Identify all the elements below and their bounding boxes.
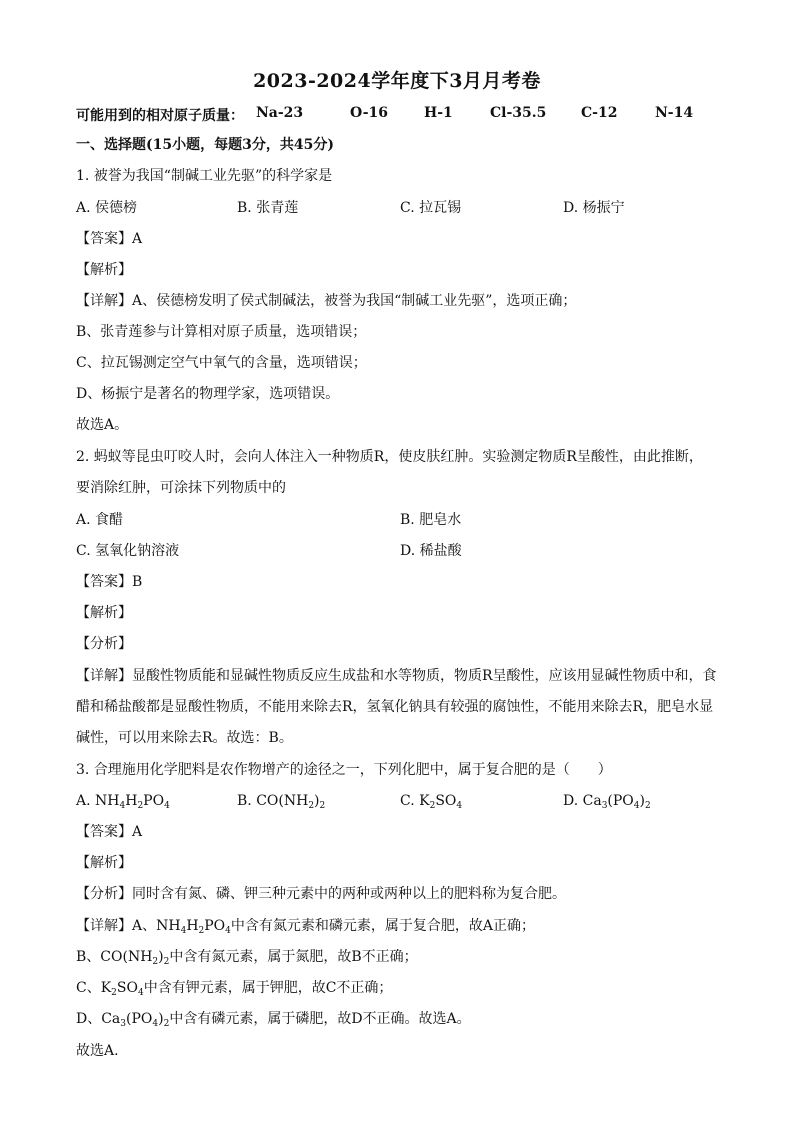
q3-option-b: B. $CO(NH_2)_2$ [237, 793, 326, 811]
q3-detail-line: D、$Ca_3(PO_4)_2$中含有磷元素，属于磷肥，故D不正确。故选A。 [76, 1011, 471, 1029]
q1-detail-line: 【详解】A、侯德榜发明了侯式制碱法，被誉为我国“制碱工业先驱”，选项正确； [76, 293, 577, 309]
atomic-mass-h: H-1 [424, 105, 453, 121]
q3-detail-line: B、$CO(NH_2)_2$中含有氮元素，属于氮肥，故B不正确； [76, 949, 418, 967]
q3-stem: 3. 合理施用化学肥料是农作物增产的途径之一，下列化肥中，属于复合肥的是（ ） [76, 762, 612, 778]
atomic-mass-c: C-12 [581, 105, 618, 121]
atomic-mass-o: O-16 [350, 105, 389, 121]
q2-detail-line: 碱性，可以用来除去R。故选：B。 [76, 730, 293, 746]
q2-detail-line: 醋和稀盐酸都是显酸性物质，不能用来除去R，氢氧化钠具有较强的腐蚀性，不能用来除去R，肥皂水显 [76, 699, 714, 715]
q1-conclusion: 故选A。 [76, 417, 129, 433]
q1-answer: 【答案】A [76, 231, 143, 247]
q3-answer: 【答案】A [76, 824, 143, 840]
q1-option-d: D. 杨振宁 [563, 200, 625, 216]
atomic-mass-n: N-14 [655, 105, 694, 121]
q3-final: 故选A. [76, 1043, 119, 1059]
q3-fenxi: 【分析】同时含有氮、磷、钾三种元素中的两种或两种以上的肥料称为复合肥。 [76, 886, 566, 902]
q1-option-b: B. 张青莲 [237, 200, 299, 216]
q1-stem: 1. 被誉为我国“制碱工业先驱”的科学家是 [76, 168, 333, 184]
q2-stem-line: 要消除红肿，可涂抹下列物质中的 [76, 480, 286, 496]
q1-option-c: C. 拉瓦锡 [400, 200, 462, 216]
section-heading: 一、选择题(15小题，每题3分，共45分) [76, 137, 334, 153]
q2-answer: 【答案】B [76, 574, 143, 590]
q3-option-d: D. $Ca_3(PO_4)_2$ [563, 793, 651, 811]
q3-analysis-label: 【解析】 [76, 855, 132, 871]
q2-fenxi-label: 【分析】 [76, 636, 132, 652]
q1-option-a: A. 侯德榜 [76, 200, 138, 216]
page-title: 2023-2024学年度下3月月考卷 [253, 70, 541, 92]
q1-analysis-label: 【解析】 [76, 262, 132, 278]
q1-detail-line: B、张青莲参与计算相对原子质量，选项错误； [76, 324, 367, 340]
q1-detail-line: C、拉瓦锡测定空气中氧气的含量，选项错误； [76, 355, 367, 371]
q2-option-c: C. 氢氧化钠溶液 [76, 543, 180, 559]
atomic-mass-cl: Cl-35.5 [490, 105, 547, 121]
q2-analysis-label: 【解析】 [76, 605, 132, 621]
atomic-mass-na: Na-23 [256, 105, 304, 121]
q2-stem-line: 2. 蚂蚁等昆虫叮咬人时，会向人体注入一种物质R，使皮肤红肿。实验测定物质R呈酸性，由此推断， [76, 449, 703, 465]
q1-detail-line: D、杨振宁是著名的物理学家，选项错误。 [76, 386, 340, 402]
q3-detail-line: 【详解】A、$NH_4H_2PO_4$中含有氮元素和磷元素，属于复合肥，故A正确； [76, 918, 536, 936]
q2-option-d: D. 稀盐酸 [400, 543, 462, 559]
q2-detail-line: 【详解】显酸性物质能和显碱性物质反应生成盐和水等物质，物质R呈酸性，应该用显碱性物质中和，食 [76, 668, 717, 684]
q2-option-a: A. 食醋 [76, 512, 124, 528]
atomic-mass-label: 可能用到的相对原子质量： [76, 108, 244, 124]
q2-option-b: B. 肥皂水 [400, 512, 462, 528]
q3-option-c: C. $K_2SO_4$ [400, 793, 463, 811]
q3-detail-line: C、$K_2SO_4$中含有钾元素，属于钾肥，故C不正确； [76, 980, 393, 998]
q3-option-a: A. $NH_4H_2PO_4$ [76, 793, 170, 811]
